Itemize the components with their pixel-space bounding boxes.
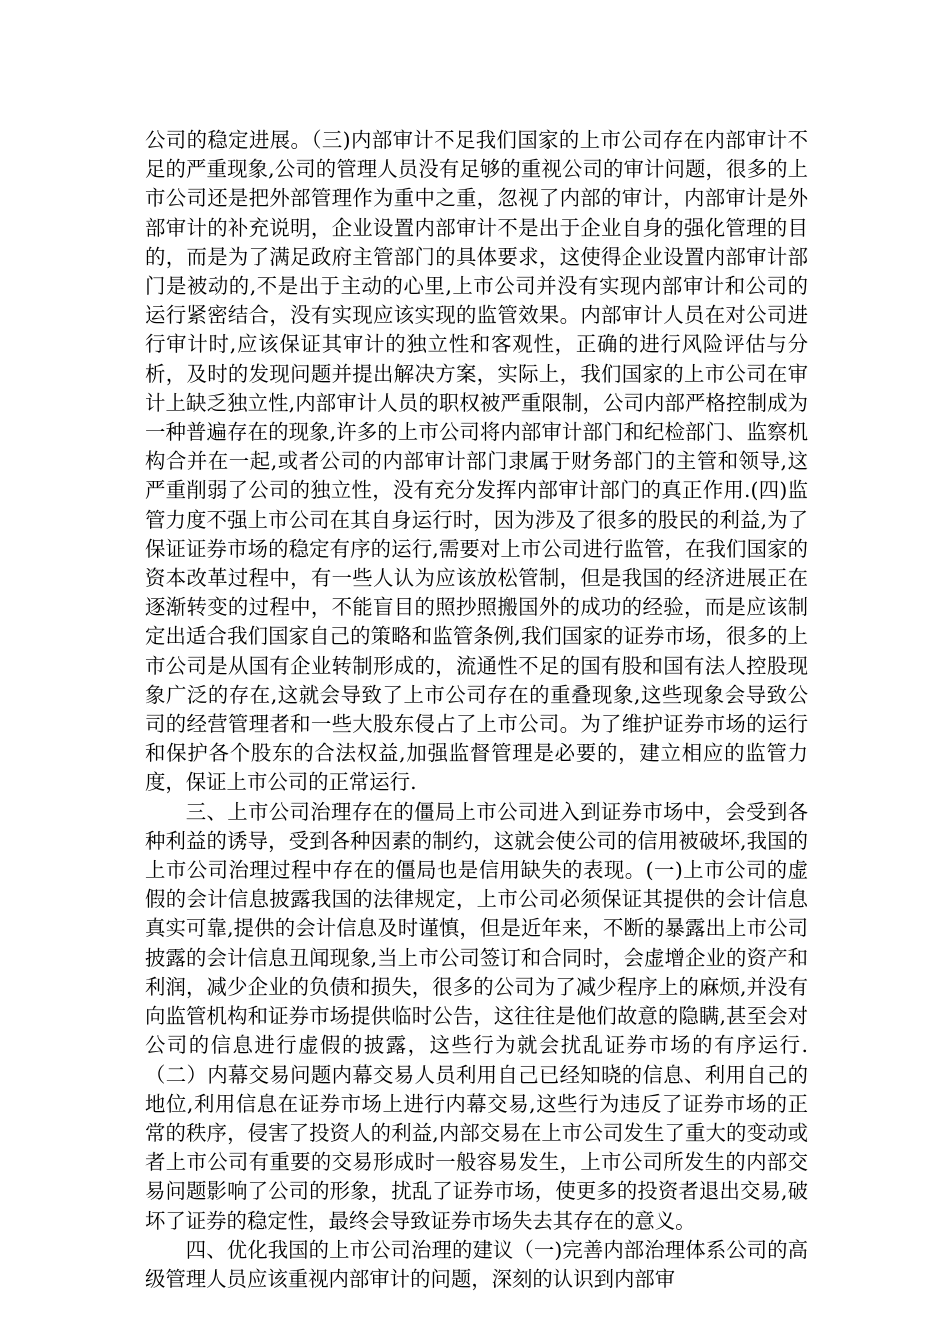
- paragraph-governance-deadlock: 三、上市公司治理存在的僵局上市公司进入到证券市场中，会受到各种利益的诱导，受到各种因素的制约，这就会使公司的信用被破坏,我国的上市公司治理过程中存在的僵局也是信用缺失的表现。(一)上市公司的虚假的会计信息披露我国的法律规定，上市公司必须保证其提供的会计信息真实可靠,提供的会计信息及时谨慎，但是近年来，不断的暴露出上市公司披露的会计信息丑闻现象,当上市公司签订和合同时，会虚增企业的资产和利润，减少企业的负债和损失，很多的公司为了减少程序上的麻烦,并没有向监管机构和证券市场提供临时公告，这往往是他们故意的隐瞒,甚至会对公司的信息进行虚假的披露，这些行为就会扰乱证券市场的有序运行.（二）内幕交易问题内幕交易人员利用自己已经知晓的信息、利用自己的地位,利用信息在证券市场上进行内幕交易,这些行为违反了证券市场的正常的秩序，侵害了投资人的利益,内部交易在上市公司发生了重大的变动或者上市公司有重要的交易形成时一般容易发生，上市公司所发生的内部交易问题影响了公司的形象，扰乱了证券市场，使更多的投资者退出交易,破坏了证券的稳定性，最终会导致证券市场失去其存在的意义。: [145, 799, 808, 1233]
- paragraph-governance-suggestions: 四、优化我国的上市公司治理的建议（一)完善内部治理体系公司的高级管理人员应该重视内部审计的问题，深刻的认识到内部审: [145, 1237, 808, 1291]
- document-page: [145, 126, 808, 1294]
- paragraph-internal-audit: 公司的稳定进展。（三)内部审计不足我们国家的上市公司存在内部审计不足的严重现象,公司的管理人员没有足够的重视公司的审计问题，很多的上市公司还是把外部管理作为重中之重，忽视了内部的审计，内部审计是外部审计的补充说明，企业设置内部审计不是出于企业自身的强化管理的目的，而是为了满足政府主管部门的具体要求，这使得企业设置内部审计部门是被动的,不是出于主动的心里,上市公司并没有实现内部审计和公司的运行紧密结合，没有实现应该实现的监管效果。内部审计人员在对公司进行审计时,应该保证其审计的独立性和客观性，正确的进行风险评估与分析，及时的发现问题并提出解决方案，实际上，我们国家的上市公司在审计上缺乏独立性,内部审计人员的职权被严重限制，公司内部严格控制成为一种普遍存在的现象,许多的上市公司将内部审计部门和纪检部门、监察机构合并在一起,或者公司的内部审计部门隶属于财务部门的主管和领导,这严重削弱了公司的独立性，没有充分发挥内部审计部门的真正作用.(四)监管力度不强上市公司在其自身运行时，因为涉及了很多的股民的利益,为了保证证券市场的稳定有序的运行,需要对上市公司进行监管，在我们国家的资本改革过程中，有一些人认为应该放松管制，但是我国的经济进展正在逐渐转变的过程中，不能盲目的照抄照搬国外的成功的经验，而是应该制定出适合我们国家自己的策略和监管条例,我们国家的证券市场，很多的上市公司是从国有企业转制形成的，流通性不足的国有股和国有法人控股现象广泛的存在,这就会导致了上市公司存在的重叠现象,这些现象会导致公司的经营管理者和一些大股东侵占了上市公司。为了维护证券市场的运行和保护各个股东的合法权益,加强监督管理是必要的，建立相应的监管力度，保证上市公司的正常运行.: [145, 128, 808, 795]
